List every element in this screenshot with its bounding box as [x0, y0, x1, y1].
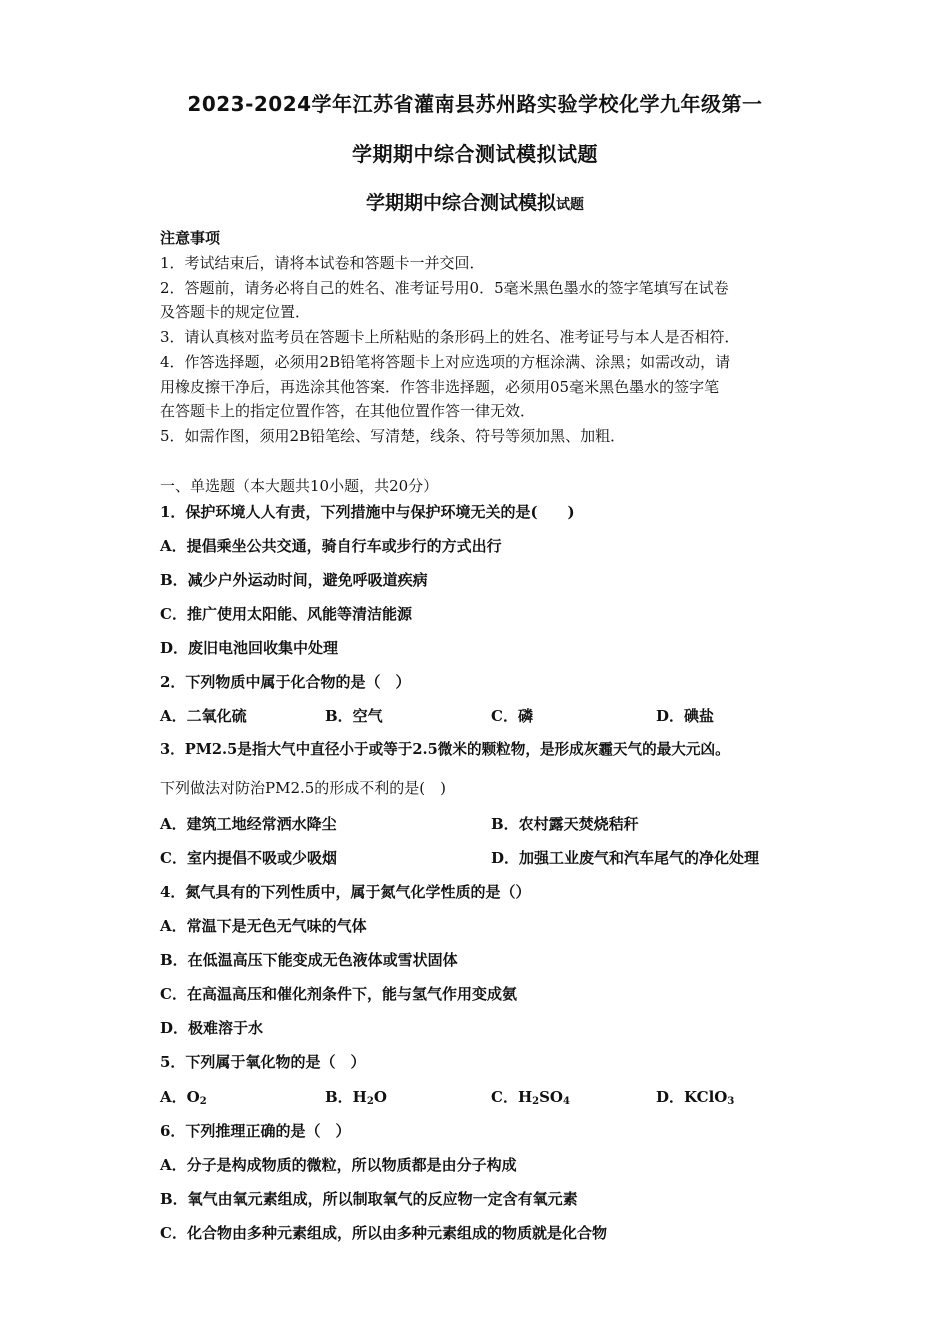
subtitle-main: 学期期中综合测试模拟 [365, 192, 556, 214]
q6-option-a: A．分子是构成物质的微粒，所以物质都是由分子构成 [160, 1156, 517, 1174]
notice-heading: 注意事项 [160, 229, 221, 247]
q2-option-a: A．二氧化硫 [160, 707, 247, 725]
notice-item-4: 4．作答选择题，必须用2B铅笔将答题卡上对应选项的方框涂满、涂黑；如需改动，请 [160, 353, 731, 371]
q1-option-c: C．推广使用太阳能、风能等清洁能源 [160, 605, 412, 623]
section-heading: 一、单选题（本大题共10小题，共20分） [160, 477, 439, 495]
q6-option-c: C．化合物由多种元素组成，所以由多种元素组成的物质就是化合物 [160, 1224, 607, 1242]
q6-stem: 6．下列推理正确的是（ ） [160, 1122, 351, 1140]
q4-stem: 4．氮气具有的下列性质中，属于氮气化学性质的是（） [160, 883, 531, 901]
q5-option-a [160, 1087, 207, 1112]
notice-item-1: 1．考试结束后，请将本试卷和答题卡一并交回． [160, 254, 485, 272]
q2-option-b: B．空气 [325, 707, 383, 725]
notice-item-5: 5．如需作图，须用2B铅笔绘、写清楚，线条、符号等须加黑、加粗． [160, 427, 626, 445]
q5-d-sub: 3 [727, 1096, 735, 1107]
q5-option-d [656, 1087, 734, 1112]
notice-item-3: 3．请认真核对监考员在答题卡上所粘贴的条形码上的姓名、准考证号与本人是否相符． [160, 328, 740, 346]
q5-c-sub-2: 4 [563, 1096, 570, 1107]
q5-a-sub: 2 [199, 1096, 207, 1107]
q6-option-b: B．氧气由氧元素组成，所以制取氧气的反应物一定含有氧元素 [160, 1190, 578, 1208]
q3-option-a: A．建筑工地经常洒水降尘 [160, 815, 337, 833]
q4-option-c: C．在高温高压和催化剂条件下，能与氢气作用变成氨 [160, 985, 517, 1003]
subtitle-small: 试题 [556, 197, 584, 213]
q5-b-post: O [373, 1088, 387, 1106]
q5-a-text: A．O [160, 1088, 200, 1106]
q4-option-d: D．极难溶于水 [160, 1019, 264, 1037]
q5-c-text: C．H [491, 1088, 533, 1106]
q5-c-mid: SO [539, 1088, 563, 1106]
q4-option-b: B．在低温高压下能变成无色液体或雪状固体 [160, 951, 458, 969]
q3-option-c: C．室内提倡不吸或少吸烟 [160, 849, 337, 867]
q5-d-text: D．KClO [656, 1088, 728, 1106]
q2-option-c: C．磷 [491, 707, 533, 725]
q5-b-sub: 2 [366, 1096, 374, 1107]
q2-stem: 2．下列物质中属于化合物的是（ ） [160, 673, 411, 691]
q3-stem-1: 3．PM2.5是指大气中直径小于或等于2.5微米的颗粒物，是形成灰霾天气的最大元凶。 [160, 741, 730, 758]
notice-item-2: 2．答题前，请务必将自己的姓名、准考证号用0．5毫米黑色墨水的签字笔填写在试卷 [160, 279, 729, 297]
q5-c-sub-1: 2 [532, 1096, 540, 1107]
q1-option-b: B．减少户外运动时间，避免呼吸道疾病 [160, 571, 428, 589]
notice-item-2-cont: 及答题卡的规定位置． [160, 303, 311, 321]
notice-item-4-cont-2: 在答题卡上的指定位置作答，在其他位置作答一律无效． [160, 402, 536, 420]
q1-option-a: A．提倡乘坐公共交通，骑自行车或步行的方式出行 [160, 537, 502, 555]
q3-stem-2: 下列做法对防治PM2.5的形成不利的是( ) [160, 779, 447, 797]
exam-title-line-1: 2023-2024学年江苏省灌南县苏州路实验学校化学九年级第一 [187, 92, 763, 116]
q3-option-b: B．农村露天焚烧秸秆 [491, 815, 639, 833]
exam-title-line-2: 学期期中综合测试模拟试题 [352, 142, 598, 166]
q2-option-d: D．碘盐 [656, 707, 715, 725]
q5-option-b [325, 1087, 387, 1112]
notice-item-4-cont-1: 用橡皮擦干净后，再选涂其他答案．作答非选择题，必须用05毫米黑色墨水的签字笔 [160, 378, 720, 396]
q4-option-a: A．常温下是无色无气味的气体 [160, 917, 367, 935]
q1-stem: 1．保护环境人人有责，下列措施中与保护环境无关的是( ) [160, 503, 575, 521]
q5-b-text: B．H [325, 1088, 367, 1106]
q5-option-c [491, 1087, 570, 1112]
q1-option-d: D．废旧电池回收集中处理 [160, 639, 339, 657]
exam-subtitle [0, 188, 950, 215]
q3-option-d: D．加强工业废气和汽车尾气的净化处理 [491, 849, 760, 867]
q5-stem: 5．下列属于氧化物的是（ ） [160, 1053, 366, 1071]
